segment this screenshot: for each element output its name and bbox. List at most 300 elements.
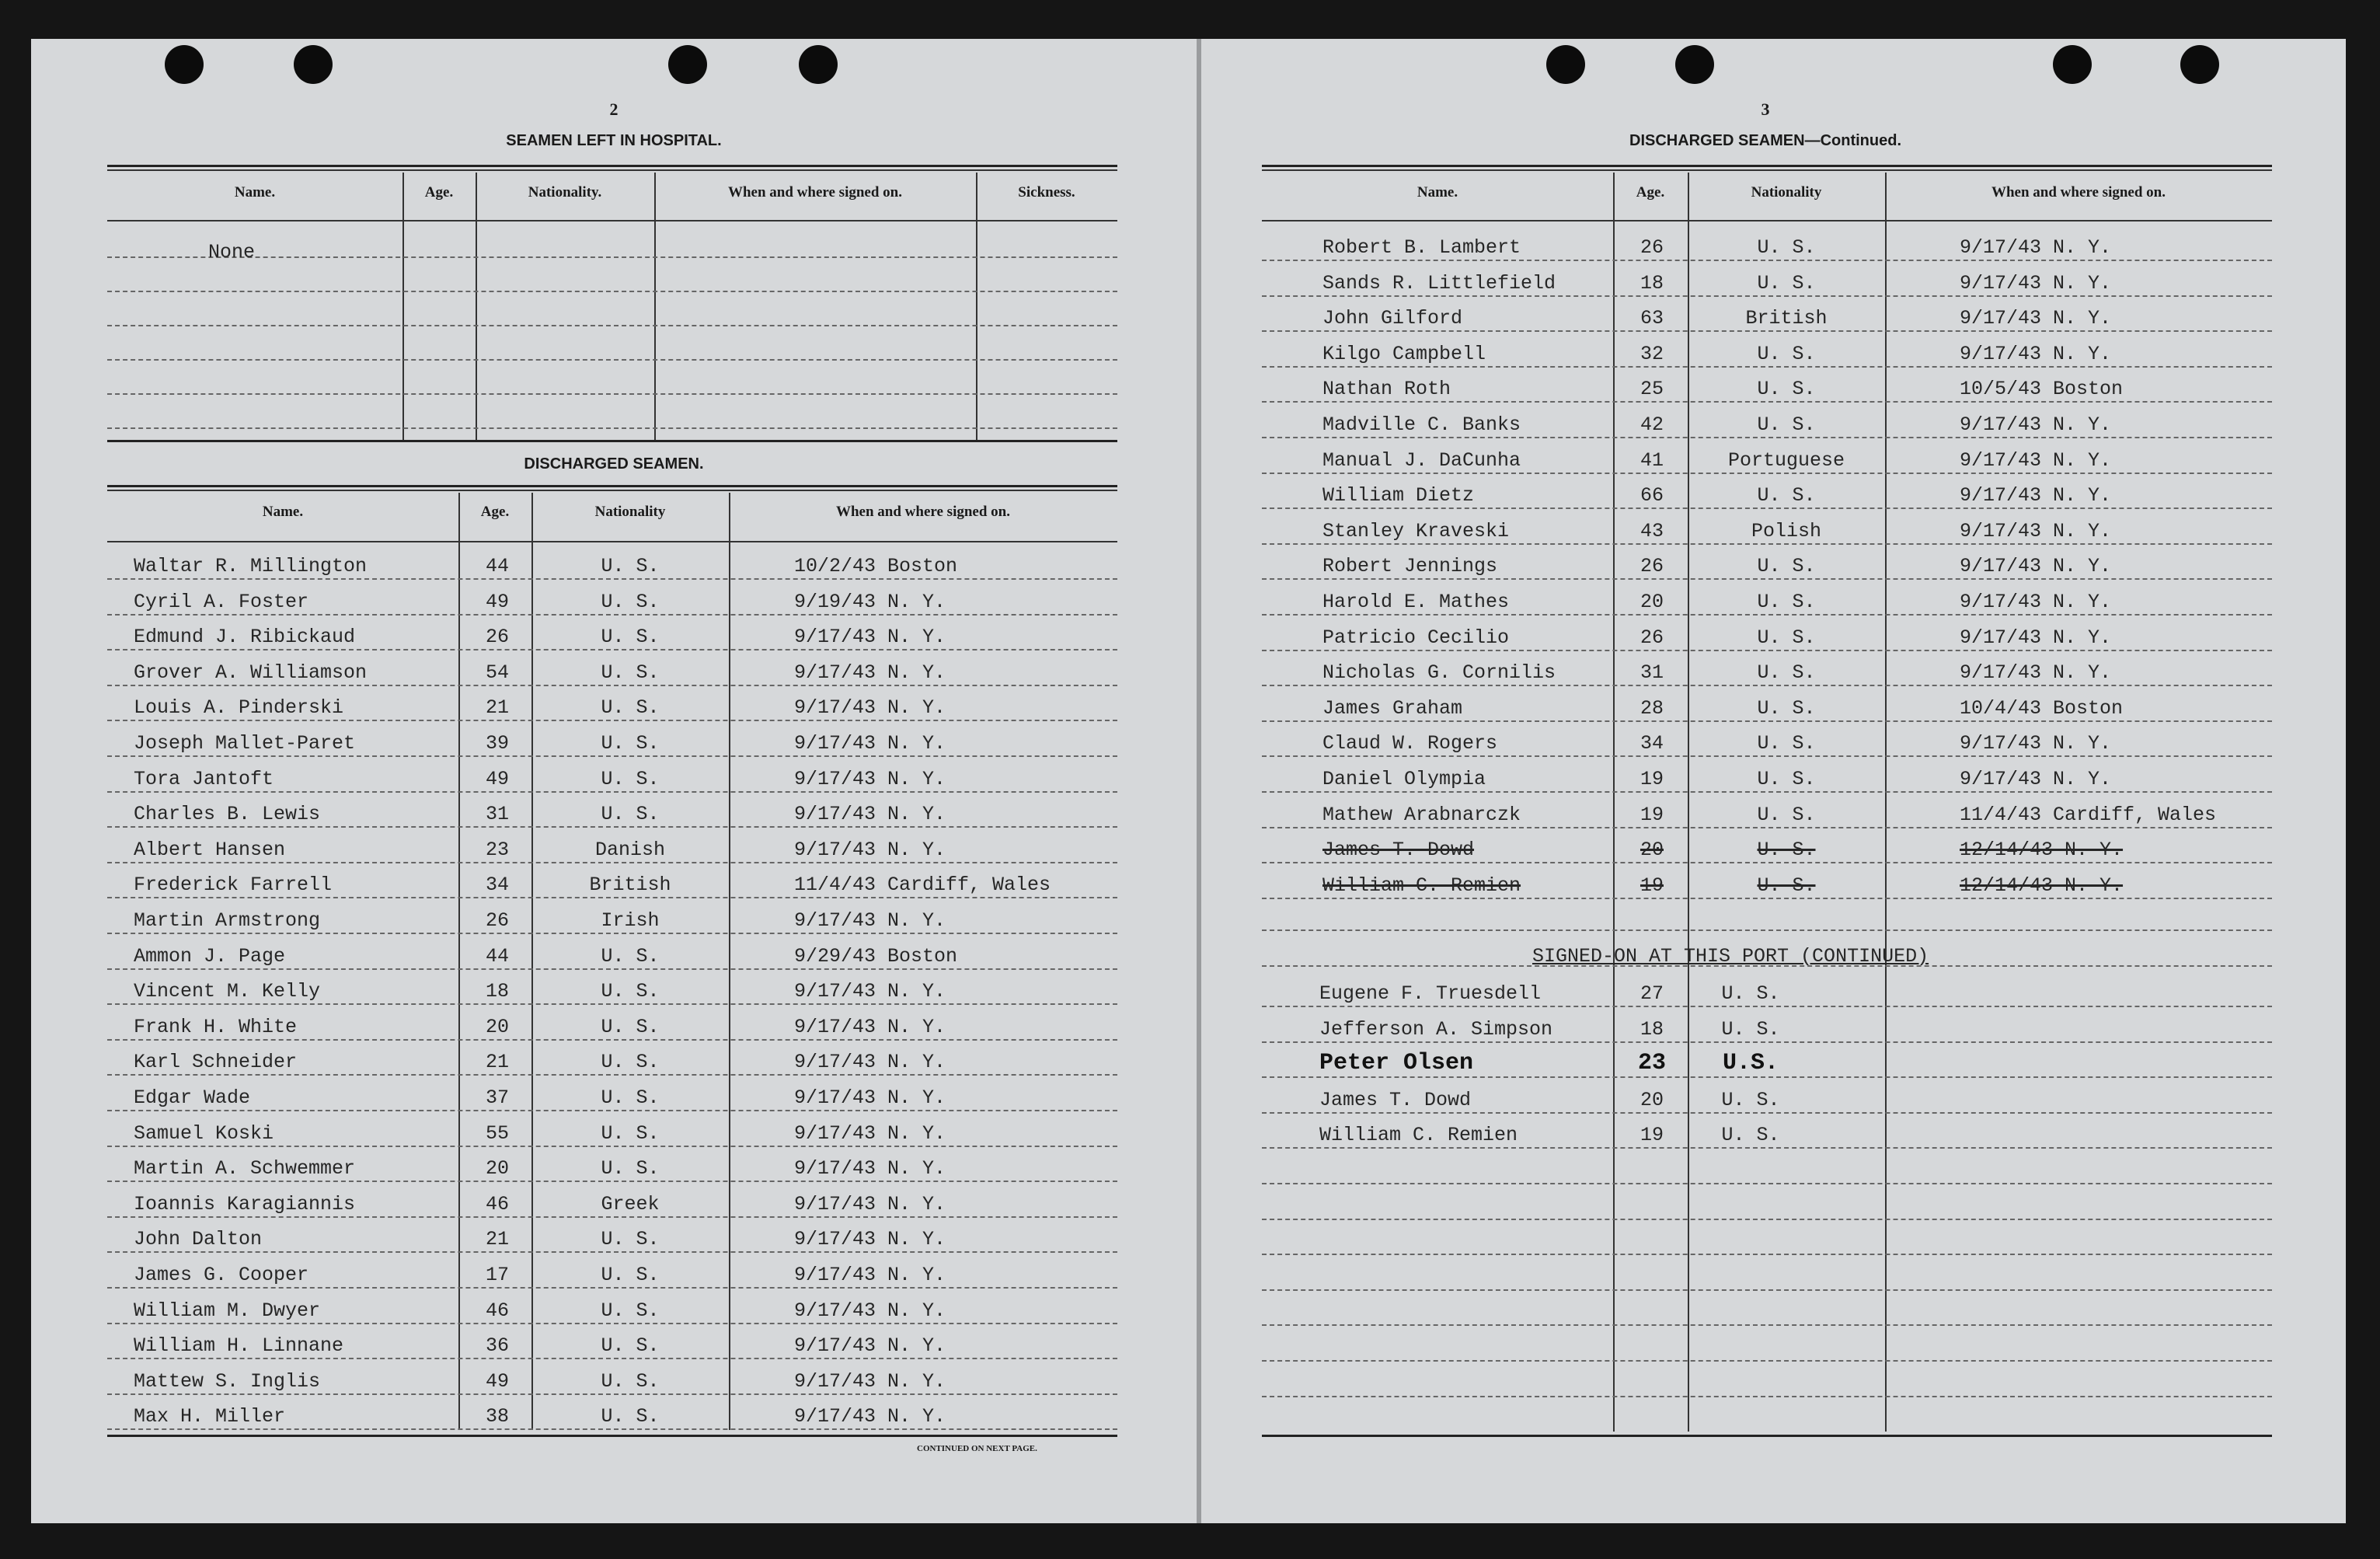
seaman-name: Max H. Miller [134,1405,286,1428]
seaman-age: 19 [1640,768,1664,790]
discharged-header: Age. [1636,184,1665,201]
seaman-nationality: U. S. [1757,661,1816,685]
signed-on-heading: SIGNED-ON AT THIS PORT (CONTINUED) [1532,945,1929,968]
header-rule [1262,220,2272,221]
seaman-age: 31 [1640,661,1664,685]
column-divider [1688,173,1689,1432]
dotted-row-line [107,826,1117,828]
seaman-signed-on: 9/17/43 N. Y. [794,767,946,790]
seaman-signed-on: 9/17/43 N. Y. [1960,236,2112,259]
seaman-name: Edgar Wade [134,1086,251,1109]
seaman-name: Patricio Cecilio [1322,626,1510,649]
page-number-right: 3 [1761,99,1770,119]
seaman-age: 18 [1640,271,1664,295]
dotted-row-line [107,1216,1117,1218]
dotted-row-line [1262,295,2272,297]
dotted-row-line [107,897,1117,898]
dotted-row-line [1262,1041,2272,1043]
seaman-age: 20 [1640,839,1664,862]
seaman-signed-on: 9/17/43 N. Y. [794,909,946,932]
discharged-header: Age. [480,504,510,520]
seaman-signed-on: 9/17/43 N. Y. [794,661,946,684]
column-divider [402,173,404,440]
dotted-row-line [107,1428,1117,1430]
seaman-name: Nathan Roth [1322,378,1451,401]
seaman-signed-on: 9/17/43 N. Y. [794,1228,946,1251]
seaman-age: 66 [1640,484,1664,507]
seaman-name: Robert Jennings [1322,555,1498,578]
seaman-signed-on: 9/17/43 N. Y. [794,1121,946,1145]
signed-on-age: 19 [1640,1124,1664,1147]
seaman-signed-on: 9/17/43 N. Y. [1960,271,2112,295]
seaman-age: 19 [1640,803,1664,826]
dotted-row-line [1262,401,2272,403]
seaman-nationality: U. S. [1757,484,1816,507]
signed-on-age: 27 [1640,982,1664,1005]
seaman-nationality: Polish [1751,519,1821,542]
seaman-signed-on: 9/17/43 N. Y. [794,1157,946,1181]
signed-on-name: Jefferson A. Simpson [1319,1017,1553,1041]
seaman-name: William C. Remien [1322,874,1521,897]
seaman-nationality: U. S. [601,732,660,755]
seaman-nationality: U. S. [601,555,660,577]
seaman-name: Tora Jantoft [134,767,274,790]
seaman-nationality: U. S. [1757,732,1816,755]
seaman-age: 42 [1640,413,1664,436]
dotted-row-line [1262,1324,2272,1326]
seaman-nationality: U. S. [1757,591,1816,613]
seaman-nationality: Irish [601,909,660,932]
hospital-header: Age. [424,184,454,201]
signed-on-nationality: U.S. [1722,1050,1779,1077]
signed-on-age: 20 [1640,1088,1664,1111]
seaman-name: Ioannis Karagiannis [134,1192,356,1215]
seaman-nationality: U. S. [601,803,660,826]
seaman-name: Karl Schneider [134,1051,298,1074]
punch-hole [799,45,838,84]
seaman-age: 20 [1640,591,1664,613]
dotted-row-line [1262,827,2272,828]
dotted-row-line [1262,1183,2272,1184]
seaman-nationality: U. S. [601,661,660,684]
signed-on-age: 18 [1640,1017,1664,1041]
punch-hole [1675,45,1714,84]
dotted-row-line [1262,720,2272,722]
seaman-name: Waltar R. Millington [134,555,368,577]
dotted-row-line [107,1003,1117,1005]
seaman-signed-on: 9/17/43 N. Y. [1960,307,2112,330]
seaman-age: 37 [485,1086,509,1109]
dotted-row-line [1262,650,2272,651]
seaman-age: 43 [1640,519,1664,542]
seaman-nationality: U. S. [601,1086,660,1109]
seaman-age: 26 [1640,626,1664,649]
seaman-name: Ammon J. Page [134,944,286,968]
seaman-nationality: U. S. [601,1121,660,1145]
signed-on-nationality: U. S. [1721,1017,1780,1041]
dotted-row-line [107,1181,1117,1182]
header-rule [107,541,1117,542]
table-top-rule [1262,169,2272,171]
dotted-row-line [107,393,1117,395]
seaman-name: Albert Hansen [134,838,286,861]
seaman-name: Sands R. Littlefield [1322,271,1556,295]
seaman-signed-on: 9/17/43 N. Y. [794,1299,946,1322]
seaman-age: 26 [485,626,509,649]
seaman-signed-on: 9/17/43 N. Y. [794,1334,946,1358]
seaman-age: 36 [485,1334,509,1358]
signed-on-nationality: U. S. [1721,1124,1780,1147]
dotted-row-line [107,256,1117,258]
seaman-name: Grover A. Williamson [134,661,368,684]
dotted-row-line [1262,1254,2272,1255]
seaman-nationality: U. S. [601,944,660,968]
dotted-row-line [107,1074,1117,1076]
discharged-header: Name. [1417,184,1458,201]
column-divider [476,173,477,440]
table-bottom-rule [107,440,1117,442]
dotted-row-line [107,1039,1117,1041]
dotted-row-line [107,1146,1117,1147]
seaman-name: Frank H. White [134,1015,298,1038]
dotted-row-line [107,325,1117,326]
seaman-name: Nicholas G. Cornilis [1322,661,1556,685]
punch-hole [1546,45,1585,84]
seaman-signed-on: 9/17/43 N. Y. [794,1086,946,1109]
seaman-signed-on: 9/17/43 N. Y. [1960,768,2112,790]
seaman-signed-on: 9/17/43 N. Y. [794,1051,946,1074]
table-top-rule [1262,165,2272,167]
seaman-age: 38 [485,1405,509,1428]
seaman-nationality: U. S. [601,696,660,720]
discharged-header: When and where signed on. [1991,184,2166,201]
seaman-age: 41 [1640,448,1664,472]
dotted-row-line [107,1251,1117,1253]
seaman-signed-on: 9/17/43 N. Y. [794,696,946,720]
hospital-header: When and where signed on. [727,184,902,201]
seaman-age: 17 [485,1264,509,1286]
seaman-name: James Graham [1322,696,1463,720]
seaman-nationality: U. S. [1757,413,1816,436]
table-top-rule [107,485,1117,487]
column-divider [458,493,460,1430]
seaman-signed-on: 9/17/43 N. Y. [1960,413,2112,436]
seaman-age: 63 [1640,307,1664,330]
discharged-header: Nationality [1751,184,1822,201]
discharged-section-title: DISCHARGED SEAMEN. [524,455,704,473]
seaman-age: 39 [485,732,509,755]
page-spine [1197,39,1201,1523]
header-rule [107,220,1117,221]
seaman-signed-on: 10/5/43 Boston [1960,378,2124,401]
hospital-header: Sickness. [1018,184,1075,201]
punch-hole [2180,45,2219,84]
seaman-name: Manual J. DaCunha [1322,448,1521,472]
dotted-row-line [1262,1396,2272,1397]
table-top-rule [107,165,1117,167]
seaman-signed-on: 9/17/43 N. Y. [794,1192,946,1215]
seaman-age: 28 [1640,696,1664,720]
seaman-name: Martin A. Schwemmer [134,1157,356,1181]
table-top-rule [107,490,1117,491]
seaman-name: James T. Dowd [1322,839,1475,862]
seaman-name: Kilgo Campbell [1322,342,1486,365]
seaman-age: 31 [485,803,509,826]
dotted-row-line [107,427,1117,429]
seaman-age: 25 [1640,378,1664,401]
page-number-left: 2 [609,99,619,119]
punch-hole [165,45,204,84]
column-divider [531,493,533,1430]
dotted-row-line [1262,862,2272,863]
dotted-row-line [1262,965,2272,967]
seaman-age: 32 [1640,342,1664,365]
seaman-name: Louis A. Pinderski [134,696,344,720]
seaman-signed-on: 9/17/43 N. Y. [794,803,946,826]
discharged-header: When and where signed on. [835,504,1010,520]
seaman-signed-on: 9/17/43 N. Y. [1960,342,2112,365]
dotted-row-line [1262,260,2272,261]
dotted-row-line [1262,685,2272,686]
seaman-nationality: U. S. [601,1228,660,1251]
seaman-name: Cyril A. Foster [134,590,309,613]
seaman-age: 19 [1640,874,1664,897]
dotted-row-line [107,614,1117,616]
column-divider [729,493,730,1430]
seaman-name: Samuel Koski [134,1121,274,1145]
seaman-name: Edmund J. Ribickaud [134,626,356,649]
seaman-name: Stanley Kraveski [1322,519,1510,542]
seaman-signed-on: 9/17/43 N. Y. [794,1369,946,1393]
seaman-signed-on: 9/19/43 N. Y. [794,590,946,613]
seaman-nationality: U. S. [601,590,660,613]
dotted-row-line [1262,1147,2272,1149]
seaman-signed-on: 10/4/43 Boston [1960,696,2124,720]
seaman-signed-on: 9/17/43 N. Y. [794,838,946,861]
seaman-age: 44 [485,944,509,968]
dotted-row-line [107,968,1117,970]
seaman-signed-on: 9/17/43 N. Y. [1960,732,2112,755]
seaman-nationality: U. S. [601,1334,660,1358]
seaman-name: Martin Armstrong [134,909,321,932]
dotted-row-line [107,862,1117,863]
seaman-signed-on: 9/17/43 N. Y. [1960,555,2112,578]
dotted-row-line [1262,473,2272,474]
seaman-name: John Dalton [134,1228,263,1251]
seaman-name: Madville C. Banks [1322,413,1521,436]
seaman-age: 26 [1640,555,1664,578]
seaman-signed-on: 9/17/43 N. Y. [794,1405,946,1428]
signed-on-nationality: U. S. [1721,982,1780,1005]
dotted-row-line [1262,1360,2272,1362]
seaman-nationality: U. S. [601,1015,660,1038]
seaman-name: Charles B. Lewis [134,803,321,826]
seaman-nationality: U. S. [601,1157,660,1181]
dotted-row-line [1262,1112,2272,1114]
seaman-name: Claud W. Rogers [1322,732,1498,755]
seaman-nationality: U. S. [1757,874,1816,897]
dotted-row-line [107,1110,1117,1111]
seaman-signed-on: 9/17/43 N. Y. [1960,519,2112,542]
continued-footer: CONTINUED ON NEXT PAGE. [917,1444,1037,1453]
seaman-signed-on: 9/17/43 N. Y. [794,1264,946,1286]
hospital-section-title: SEAMEN LEFT IN HOSPITAL. [506,132,722,149]
dotted-row-line [1262,791,2272,793]
seaman-age: 23 [485,838,509,861]
seaman-nationality: U. S. [601,980,660,1003]
signed-on-name: James T. Dowd [1319,1088,1472,1111]
seaman-name: William Dietz [1322,484,1475,507]
seaman-signed-on: 12/14/43 N. Y. [1960,839,2124,862]
seaman-age: 21 [485,1051,509,1074]
hospital-header: Nationality. [528,184,602,201]
seaman-nationality: U. S. [1757,555,1816,578]
seaman-age: 34 [1640,732,1664,755]
dotted-row-line [1262,330,2272,332]
dotted-row-line [1262,1219,2272,1220]
seaman-age: 34 [485,874,509,897]
seaman-signed-on: 9/29/43 Boston [794,944,958,968]
seaman-age: 55 [485,1121,509,1145]
seaman-signed-on: 9/17/43 N. Y. [794,626,946,649]
signed-on-name: Peter Olsen [1319,1050,1474,1077]
dotted-row-line [1262,929,2272,931]
seaman-nationality: U. S. [1757,271,1816,295]
column-divider [1885,173,1887,1432]
dotted-row-line [107,1358,1117,1359]
dotted-row-line [107,649,1117,650]
seaman-age: 20 [485,1157,509,1181]
seaman-nationality: U. S. [601,626,660,649]
seaman-nationality: British [589,874,671,897]
dotted-row-line [107,933,1117,934]
dotted-row-line [1262,1006,2272,1007]
column-divider [976,173,977,440]
seaman-name: Frederick Farrell [134,874,333,897]
dotted-row-line [107,685,1117,686]
seaman-age: 49 [485,590,509,613]
dotted-row-line [1262,507,2272,509]
punch-hole [294,45,333,84]
seaman-name: Robert B. Lambert [1322,236,1521,259]
dotted-row-line [1262,1076,2272,1078]
hospital-entry: None [208,241,256,263]
seaman-signed-on: 9/17/43 N. Y. [794,732,946,755]
seaman-age: 49 [485,1369,509,1393]
dotted-row-line [107,755,1117,757]
column-divider [654,173,656,440]
seaman-signed-on: 9/17/43 N. Y. [794,1015,946,1038]
punch-hole [668,45,707,84]
seaman-signed-on: 10/2/43 Boston [794,555,958,577]
seaman-age: 26 [485,909,509,932]
signed-on-name: Eugene F. Truesdell [1319,982,1542,1005]
table-top-rule [107,169,1117,171]
seaman-age: 46 [485,1192,509,1215]
seaman-signed-on: 9/17/43 N. Y. [1960,484,2112,507]
signed-on-age: 23 [1637,1050,1666,1077]
seaman-signed-on: 11/4/43 Cardiff, Wales [794,874,1051,897]
seaman-age: 18 [485,980,509,1003]
discharged-header: Name. [262,504,304,520]
seaman-nationality: U. S. [1757,236,1816,259]
dotted-row-line [107,1393,1117,1395]
seaman-nationality: British [1745,307,1828,330]
seaman-age: 21 [485,1228,509,1251]
seaman-nationality: U. S. [601,1051,660,1074]
dotted-row-line [107,291,1117,292]
seaman-signed-on: 9/17/43 N. Y. [1960,626,2112,649]
table-bottom-rule [107,1435,1117,1437]
seaman-name: William M. Dwyer [134,1299,321,1322]
seaman-name: Harold E. Mathes [1322,591,1510,613]
seaman-nationality: Greek [601,1192,660,1215]
signed-on-nationality: U. S. [1721,1088,1780,1111]
seaman-nationality: Portuguese [1727,448,1845,472]
seaman-signed-on: 9/17/43 N. Y. [794,980,946,1003]
signed-on-name: William C. Remien [1319,1124,1518,1147]
seaman-signed-on: 12/14/43 N. Y. [1960,874,2124,897]
seaman-age: 20 [485,1015,509,1038]
seaman-signed-on: 11/4/43 Cardiff, Wales [1960,803,2217,826]
dotted-row-line [107,1323,1117,1324]
column-divider [1613,173,1615,1432]
dotted-row-line [107,578,1117,580]
seaman-name: Mattew S. Inglis [134,1369,321,1393]
dotted-row-line [1262,898,2272,899]
discharged-header: Nationality [594,504,666,520]
seaman-age: 44 [485,555,509,577]
dotted-row-line [1262,543,2272,545]
seaman-name: James G. Cooper [134,1264,309,1286]
seaman-nationality: U. S. [601,1405,660,1428]
dotted-row-line [1262,366,2272,368]
seaman-nationality: U. S. [1757,342,1816,365]
discharged-continued-title: DISCHARGED SEAMEN—Continued. [1629,132,1901,149]
seaman-name: Daniel Olympia [1322,768,1486,790]
seaman-age: 49 [485,767,509,790]
dotted-row-line [107,791,1117,793]
dotted-row-line [107,1287,1117,1289]
dotted-row-line [1262,437,2272,438]
table-bottom-rule [1262,1435,2272,1437]
seaman-nationality: U. S. [1757,839,1816,862]
dotted-row-line [1262,614,2272,616]
seaman-nationality: U. S. [601,1369,660,1393]
dotted-row-line [1262,1289,2272,1291]
seaman-nationality: U. S. [601,1299,660,1322]
seaman-nationality: U. S. [1757,768,1816,790]
seaman-age: 21 [485,696,509,720]
seaman-name: William H. Linnane [134,1334,344,1358]
seaman-name: Vincent M. Kelly [134,980,321,1003]
seaman-age: 26 [1640,236,1664,259]
seaman-age: 46 [485,1299,509,1322]
seaman-nationality: U. S. [601,767,660,790]
seaman-name: Mathew Arabnarczk [1322,803,1521,826]
seaman-nationality: U. S. [1757,626,1816,649]
seaman-nationality: Danish [594,838,665,861]
seaman-signed-on: 9/17/43 N. Y. [1960,448,2112,472]
seaman-nationality: U. S. [1757,803,1816,826]
dotted-row-line [107,359,1117,361]
dotted-row-line [1262,578,2272,580]
seaman-nationality: U. S. [1757,378,1816,401]
punch-hole [2053,45,2092,84]
seaman-signed-on: 9/17/43 N. Y. [1960,591,2112,613]
dotted-row-line [107,720,1117,721]
seaman-name: John Gilford [1322,307,1463,330]
